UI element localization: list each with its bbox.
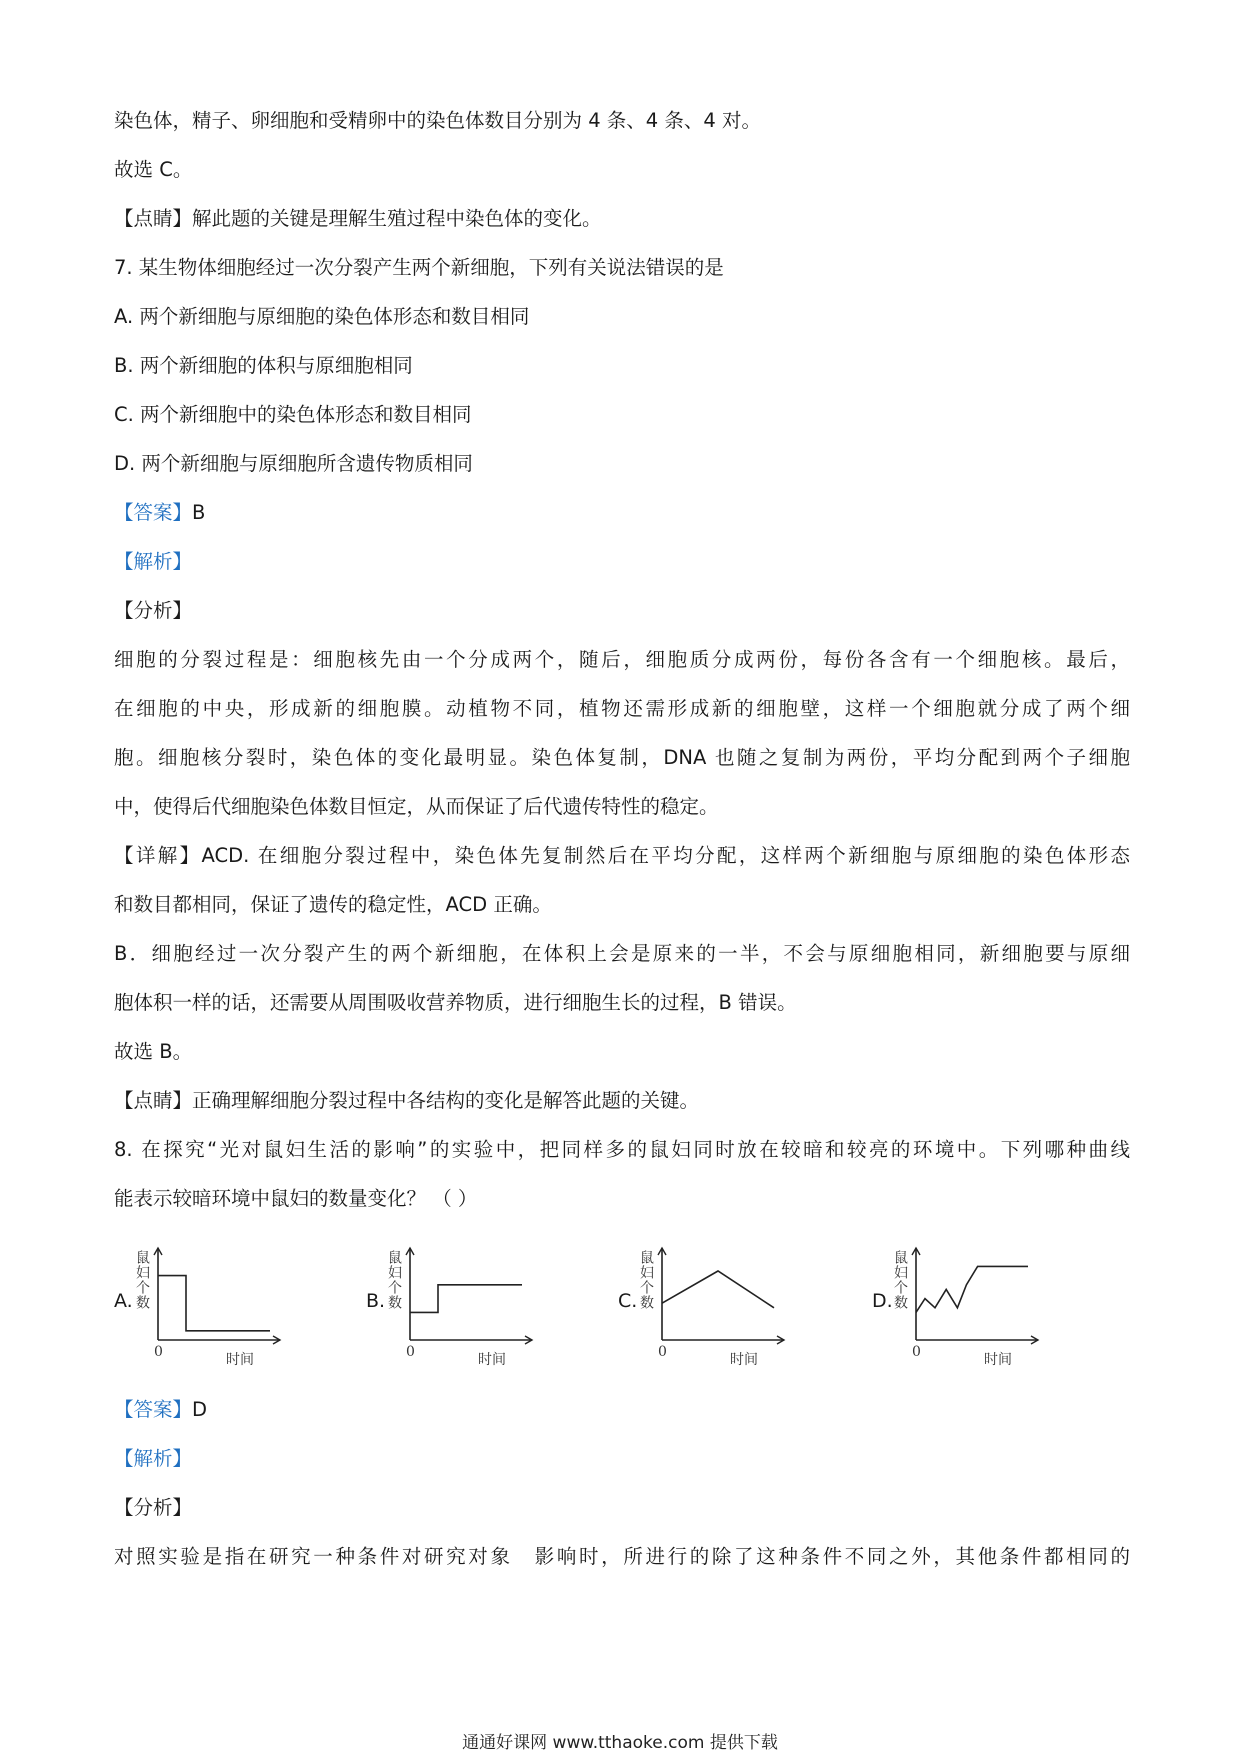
fenxi-tag: 【分析】 [114,1496,193,1519]
detail-line: 胞体积一样的话，还需要从周围吸收营养物质，进行细胞生长的过程，B 错误。 [114,991,797,1014]
chart-b [366,1230,536,1370]
answer-value: D [192,1398,208,1421]
x-axis-label: 时间 [984,1352,1012,1368]
option-a: A. 两个新细胞与原细胞的染色体形态和数目相同 [114,305,530,328]
text-line: 染色体，精子、卵细胞和受精卵中的染色体数目分别为 4 条、4 条、4 对。 [114,109,762,132]
paragraph-line: 在细胞的中央，形成新的细胞膜。动植物不同，植物还需形成新的细胞壁，这样一个细胞就分成了两个细 [114,697,1130,720]
note-text: 正确理解细胞分裂过程中各结构的变化是解答此题的关键。 [192,1089,700,1112]
chart-d [872,1230,1042,1370]
answer-tag: 【答案】 [114,1398,193,1421]
series-line [410,1285,522,1313]
paragraph-line: 细胞的分裂过程是：细胞核先由一个分成两个，随后，细胞质分成两份，每份各含有一个细胞核。最后， [114,648,1130,671]
series-line [158,1276,270,1331]
x-axis-label: 时间 [730,1352,758,1368]
chart-a-svg [114,1230,284,1370]
chart-c [618,1230,788,1370]
detail-line: B．细胞经过一次分裂产生的两个新细胞，在体积上会是原来的一半，不会与原细胞相同，新细胞要与原细 [114,942,1130,965]
chart-c-svg [618,1230,788,1370]
question-8-cont: 能表示较暗环境中鼠妇的数量变化？ （ ） [114,1187,478,1210]
analysis-tag: 【解析】 [114,550,193,573]
question-8: 8. 在探究“光对鼠妇生活的影响”的实验中，把同样多的鼠妇同时放在较暗和较亮的环境中。下列哪种曲线 [114,1138,1130,1161]
chart-option-label: C. [618,1290,638,1312]
chart-option-label: B. [366,1290,386,1312]
chart-option-label: A. [114,1290,133,1312]
paragraph-line: 对照实验是指在研究一种条件对研究对象 影响时，所进行的除了这种条件不同之外，其他条件都相同的 [114,1545,1130,1568]
origin-label: 0 [658,1344,667,1360]
note-line [114,1088,1130,1114]
text-line: 故选 C。 [114,158,193,181]
chart-a [114,1230,284,1370]
question-7: 7. 某生物体细胞经过一次分裂产生两个新细胞，下列有关说法错误的是 [114,256,724,279]
chart-d-svg [872,1230,1042,1370]
detail-text: ACD. 在细胞分裂过程中，染色体先复制然后在平均分配，这样两个新细胞与原细胞的染色体形态 [201,844,1130,867]
note-text: 解此题的关键是理解生殖过程中染色体的变化。 [192,207,602,230]
detail-line: 故选 B。 [114,1040,193,1063]
origin-label: 0 [406,1344,415,1360]
note-tag: 【点睛】 [114,1089,193,1112]
chart-b-svg [366,1230,536,1370]
answer-tag: 【答案】 [114,501,193,524]
origin-label: 0 [912,1344,921,1360]
paragraph-line: 中，使得后代细胞染色体数目恒定，从而保证了后代遗传特性的稳定。 [114,795,719,818]
chart-option-label: D. [872,1290,893,1312]
option-d: D. 两个新细胞与原细胞所含遗传物质相同 [114,452,473,475]
answer-value: B [192,501,206,524]
paragraph-line: 胞。细胞核分裂时，染色体的变化最明显。染色体复制，DNA 也随之复制为两份，平均分配到两个子细胞 [114,746,1130,769]
y-axis-label: 鼠妇个数 [892,1250,908,1310]
y-axis-label: 鼠妇个数 [134,1250,150,1310]
y-axis-label: 鼠妇个数 [638,1250,654,1310]
x-axis-label: 时间 [478,1352,506,1368]
series-line [662,1271,774,1308]
x-axis-label: 时间 [226,1352,254,1368]
detail-tag: 【详解】 [114,844,202,867]
fenxi-tag: 【分析】 [114,599,193,622]
origin-label: 0 [154,1344,163,1360]
option-charts [114,1230,1094,1370]
option-c: C. 两个新细胞中的染色体形态和数目相同 [114,403,472,426]
answer-line [114,500,1130,526]
option-b: B. 两个新细胞的体积与原细胞相同 [114,354,413,377]
y-axis-label: 鼠妇个数 [386,1250,402,1310]
page-footer: 通通好课网 www.tthaoke.com 提供下载 [462,1733,778,1753]
series-line [916,1266,1028,1312]
detail-line [114,843,1130,869]
analysis-tag: 【解析】 [114,1447,193,1470]
note-line [114,206,1130,232]
detail-line: 和数目都相同，保证了遗传的稳定性，ACD 正确。 [114,893,552,916]
answer-line [114,1397,1130,1423]
note-tag: 【点睛】 [114,207,193,230]
